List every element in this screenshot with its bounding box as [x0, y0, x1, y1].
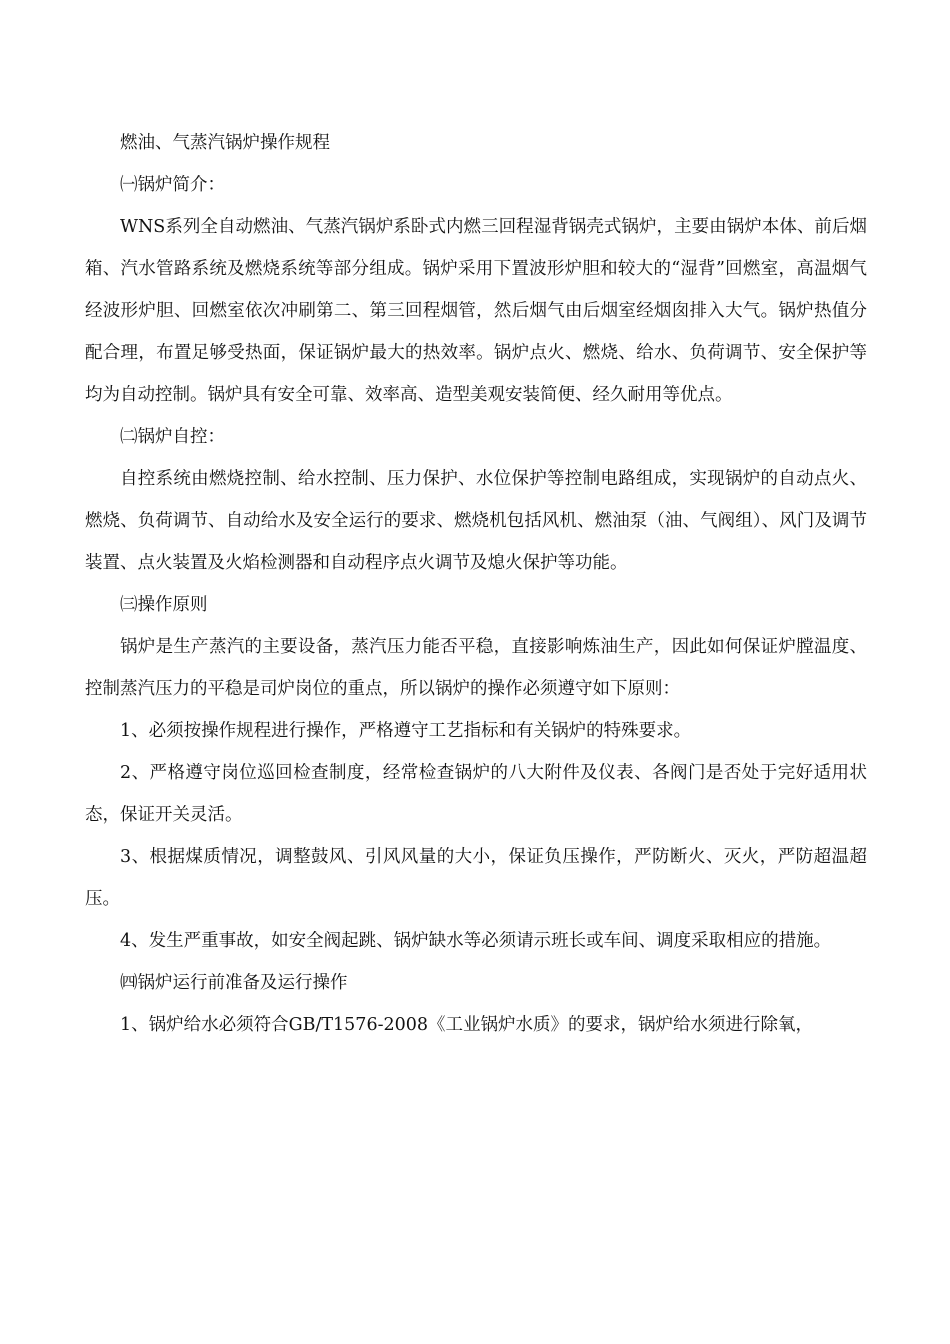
numbered-item: 3、根据煤质情况，调整鼓风、引风风量的大小，保证负压操作，严防断火、灭火，严防超温超压。 — [85, 847, 867, 909]
section-heading-3: ㈢操作原则 — [120, 595, 208, 615]
document-body — [85, 122, 867, 1046]
numbered-item: 1、锅炉给水必须符合GB/T1576-2008《工业锅炉水质》的要求，锅炉给水须进行除氧， — [120, 1015, 814, 1035]
numbered-item: 4、发生严重事故，如安全阀起跳、锅炉缺水等必须请示班长或车间、调度采取相应的措施。 — [120, 931, 832, 951]
numbered-item: 2、严格遵守岗位巡回检查制度，经常检查锅炉的八大附件及仪表、各阀门是否处于完好适用状态，保证开关灵活。 — [85, 763, 867, 825]
paragraph: 锅炉是生产蒸汽的主要设备，蒸汽压力能否平稳，直接影响炼油生产，因此如何保证炉膛温度、控制蒸汽压力的平稳是司炉岗位的重点，所以锅炉的操作必须遵守如下原则： — [85, 637, 867, 699]
paragraph: WNS系列全自动燃油、气蒸汽锅炉系卧式内燃三回程湿背锅壳式锅炉，主要由锅炉本体、前后烟箱、汽水管路系统及燃烧系统等部分组成。锅炉采用下置波形炉胆和较大的“湿背”回燃室，高温烟气经波形炉胆、回燃室依次冲刷第二、第三回程烟管，然后烟气由后烟室经烟囱排入大气。锅炉热值分配合理，布置足够受热面，保证锅炉最大的热效率。锅炉点火、燃烧、给水、负荷调节、安全保护等均为自动控制。锅炉具有安全可靠、效率高、造型美观安装简便、经久耐用等优点。 — [85, 217, 867, 405]
section-heading-1: ㈠锅炉简介： — [120, 175, 225, 195]
section-heading-4: ㈣锅炉运行前准备及运行操作 — [120, 973, 348, 993]
paragraph: 自控系统由燃烧控制、给水控制、压力保护、水位保护等控制电路组成，实现锅炉的自动点火、燃烧、负荷调节、自动给水及安全运行的要求、燃烧机包括风机、燃油泵（油、气阀组）、风门及调节装置、点火装置及火焰检测器和自动程序点火调节及熄火保护等功能。 — [85, 469, 867, 573]
document-title: 燃油、气蒸汽锅炉操作规程 — [120, 133, 330, 153]
numbered-item: 1、必须按操作规程进行操作，严格遵守工艺指标和有关锅炉的特殊要求。 — [120, 721, 692, 741]
section-heading-2: ㈡锅炉自控： — [120, 427, 225, 447]
